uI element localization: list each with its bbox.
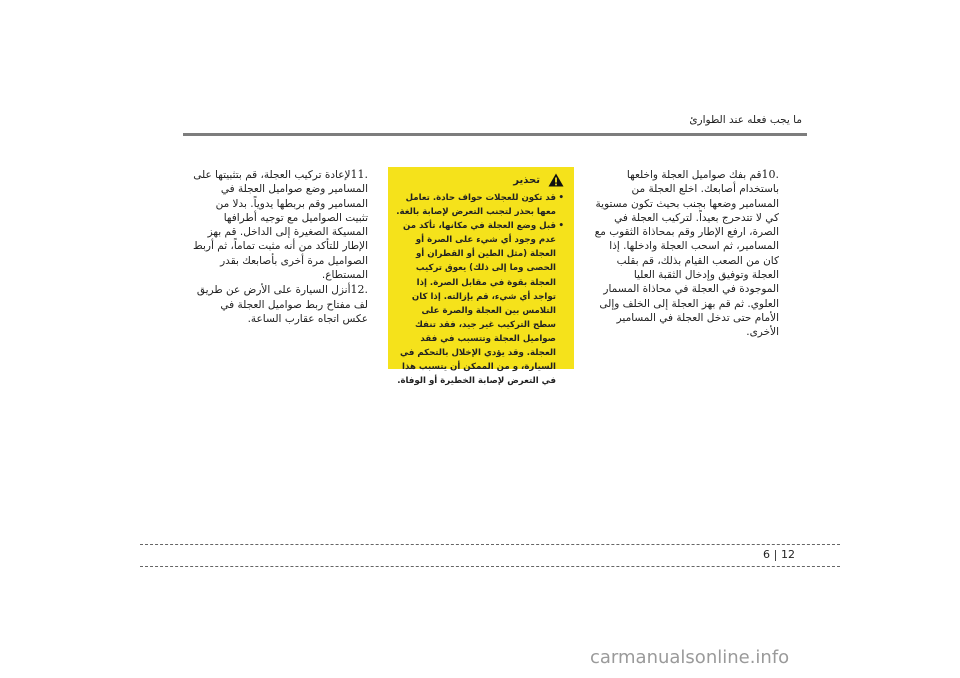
- page-number-separator: [775, 550, 776, 561]
- right-column: [593, 168, 779, 341]
- footer-rule-top: [140, 544, 840, 545]
- page-header-title: ما يجب فعله عند الطوارئ: [689, 114, 802, 126]
- warning-item: [396, 219, 564, 388]
- warning-list: [396, 191, 564, 388]
- warning-item-text: قد تكون للعجلات حواف حادة. تعامل معها بحذر لتجنب التعرض لإصابة بالغة.: [396, 193, 556, 218]
- step-12: [192, 283, 368, 326]
- step-number: .11: [350, 168, 368, 181]
- step-text: لإعادة تركيب العجلة، قم بتثبيتها على المسامير وضع صواميل العجلة في المسامير وقم بربطها يدوياً. بدلا من تثبيت الصواميل مع توجيه أطرافها المسيكة الصغيرة إلى الداخل. قم بهز الإطار للتأكد من أنه مثبت تماماً، ثم أربط الصواميل مرة أخرى بأصابعك بقدر المستطاع.: [193, 169, 368, 282]
- left-column: [192, 168, 368, 327]
- step-10: [593, 168, 779, 340]
- watermark: carmanualsonline.info: [590, 647, 790, 668]
- warning-title: تحذير: [513, 174, 540, 186]
- footer-rule-bottom: [140, 566, 840, 567]
- bullet-icon: •: [558, 221, 564, 232]
- chapter-number: 6: [763, 548, 770, 561]
- warning-item-text: قبل وضع العجلة في مكانها، تأكد من عدم وجود أي شيء على الصرة أو العجلة (مثل الطين أو القطران أو الحصى وما إلى ذلك) يعوق تركيب العجلة بقوة في مقابل الصرة. إذا تواجد أي شيء، قم بإزالته. إذا كان التلامس بين العجلة والصرة على سطح التركيب غير جيد، فقد تنفك صواميل العجلة وتتسبب في فقد العجلة. وقد يؤدي الإخلال بالتحكم في السيارة، و من الممكن أن يتسبب هذا في التعرض لإصابة الخطيرة أو الوفاة.: [397, 221, 556, 387]
- page-number-value: 12: [781, 548, 795, 561]
- page-number: [763, 548, 795, 561]
- warning-box: [388, 167, 574, 387]
- step-number: .10: [761, 168, 779, 181]
- step-11: [192, 168, 368, 282]
- step-text: أنزل السيارة على الأرض عن طريق لف مفتاح ربط صواميل العجلة في عكس اتجاه عقارب الساعة.: [196, 284, 368, 325]
- header-rule: [183, 133, 807, 136]
- warning-triangle-icon: [548, 173, 564, 187]
- warning-header: [396, 173, 564, 187]
- bullet-icon: •: [558, 193, 564, 203]
- step-number: .12: [350, 283, 368, 297]
- step-text: قم بفك صواميل العجلة واخلعها باستخدام أصابعك. اخلع العجلة من المسامير وضعها بجنب بحيث تكون مستوية كي لا تتدحرج بعيداً. لتركيب العجلة في الصرة، ارفع الإطار وقم بمحاذاة الثقوب مع المسامير، ثم اسحب العجلة وادخلها. إذا كان من الصعب القيام بذلك، قم بقلب العجلة وتوفيق وإدخال الثقبة العليا الموجودة في العجلة في محاذاة المسمار العلوي. ثم قم بهز العجلة إلى الخلف وإلى الأمام حتى تدخل العجلة في المسامير الأخرى.: [594, 169, 779, 339]
- warning-item: [396, 191, 564, 219]
